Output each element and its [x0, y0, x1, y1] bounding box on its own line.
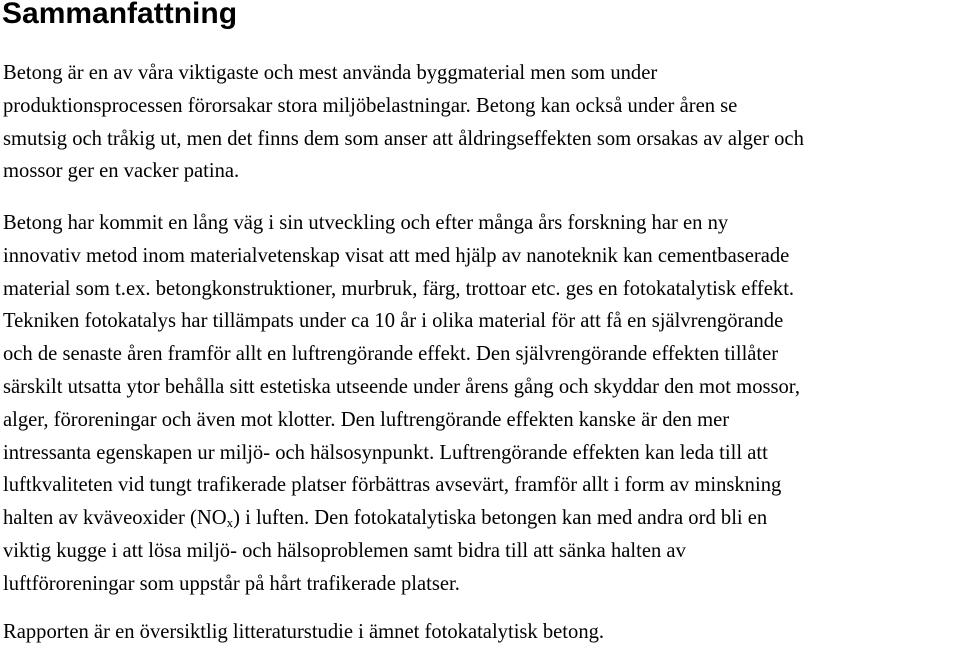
- nox-line-after: ) i luften. Den fotokatalytiska betongen kan med andra ord bli en: [233, 507, 768, 530]
- text-line: material som t.ex. betongkonstruktioner, murbruk, färg, trottoar etc. ges en fotokatalytisk effekt.: [3, 277, 795, 300]
- text-line: luftföroreningar som uppstår på hårt trafikerade platser.: [3, 572, 460, 595]
- text-line: innovativ metod inom materialvetenskap visat att med hjälp av nanoteknik kan cementbaserade: [3, 244, 790, 267]
- paragraph-conclusion: Rapporten är en översiktlig litteraturstudie i ämnet fotokatalytisk betong.: [3, 621, 605, 643]
- text-line: Betong har kommit en lång väg i sin utveckling och efter många års forskning har en ny: [3, 212, 729, 234]
- text-line: luftkvaliteten vid tungt trafikerade platser förbättras avsevärt, framför allt i form av minskning: [3, 474, 782, 497]
- page-title: Sammanfattning: [2, 0, 238, 30]
- text-line: Tekniken fotokatalys har tillämpats under ca 10 år i olika material för att få en självrengörande: [3, 310, 784, 333]
- nox-subscript: x: [226, 515, 234, 531]
- text-line: produktionsprocessen förorsakar stora miljöbelastningar. Betong kan också under åren se: [3, 94, 738, 117]
- text-line: särskilt utsatta ytor behålla sitt estetiska utseende under årens gång och skyddar den mot mossor,: [3, 375, 800, 398]
- text-line-nox: [3, 502, 959, 535]
- text-line: och de senaste åren framför allt en luftrengörande effekt. Den självrengörande effekten tillåter: [3, 343, 779, 366]
- text-line: alger, föroreningar och även mot klotter. Den luftrengörande effekten kanske är den mer: [3, 408, 730, 431]
- text-line: mossor ger en vacker patina.: [3, 160, 240, 183]
- paragraph-intro: [3, 57, 959, 188]
- text-line: intressanta egenskapen ur miljö- och hälsosynpunkt. Luftrengörande effekten kan leda till att: [3, 441, 768, 464]
- paragraph-body: [3, 207, 959, 601]
- nox-line-before: halten av kväveoxider (NO: [3, 507, 227, 530]
- text-line: smutsig och tråkig ut, men det finns dem som anser att åldringseffekten som orsakas av alger och: [3, 127, 804, 150]
- text-line: viktig kugge i att lösa miljö- och hälsoproblemen samt bidra till att sänka halten av: [3, 539, 686, 562]
- text-line: Betong är en av våra viktigaste och mest använda byggmaterial men som under: [3, 62, 658, 84]
